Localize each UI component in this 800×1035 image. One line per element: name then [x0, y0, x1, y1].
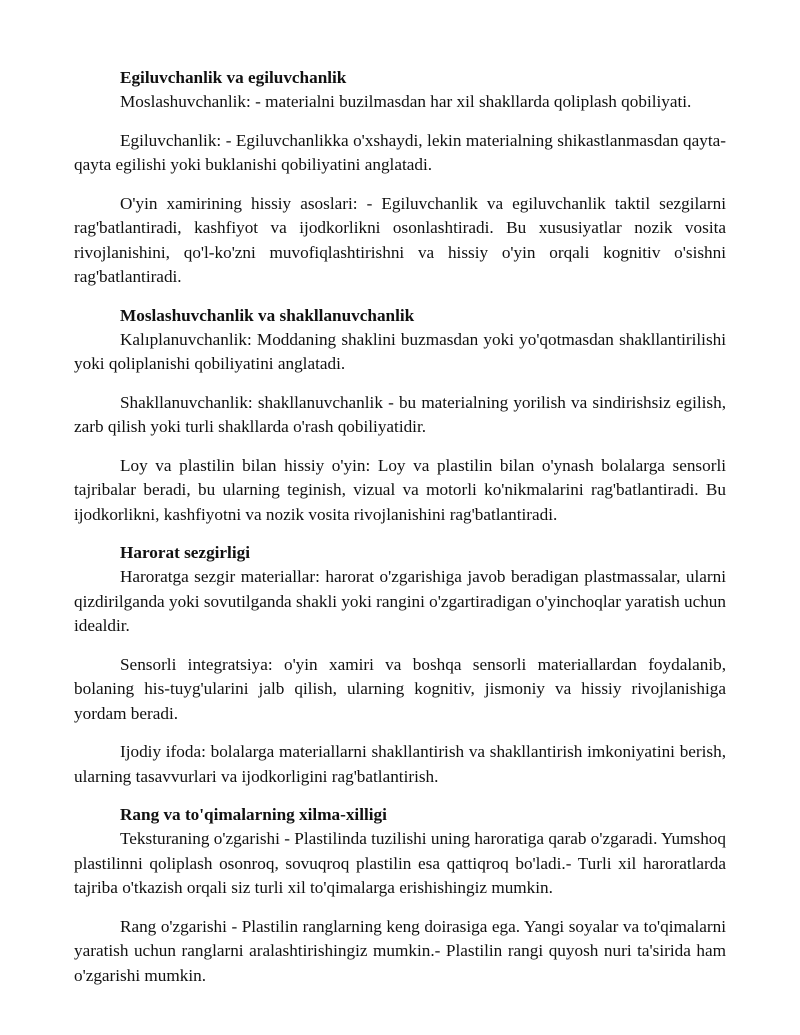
paragraph: Egiluvchanlik: - Egiluvchanlikka o'xshaydi, lekin materialning shikastlanmasdan qayta-qayta egilishi yoki buklanishi qobiliyatini anglatadi. — [74, 130, 726, 174]
section-color-texture — [74, 803, 726, 988]
section-moldability — [74, 304, 726, 528]
paragraph: Loy va plastilin bilan hissiy o'yin: Loy va plastilin bilan o'ynash bolalarga sensorli tajribalar beradi, bu ularning teginish, vizual va motorli ko'nikmalarini rag'batlantiradi. Bu ijodkorlikni, kashfiyotni va nozik vosita rivojlanishini rag'batlantiradi. — [74, 455, 726, 524]
paragraph: Kalıplanuvchanlik: Moddaning shaklini buzmasdan yoki yo'qotmasdan shakllantirilishi yoki qoliplanishi qobiliyatini anglatadi. — [74, 329, 726, 373]
section-heading: Egiluvchanlik va egiluvchanlik — [120, 68, 347, 87]
section-heading: Moslashuvchanlik va shakllanuvchanlik — [120, 305, 415, 325]
paragraph: Shakllanuvchanlik: shakllanuvchanlik - bu materialning yorilish va sindirishsiz egilish, zarb qilish yoki turli shakllarda o'rash qobiliyatidir. — [74, 392, 726, 436]
section-flexibility — [74, 66, 726, 290]
paragraph: Ijodiy ifoda: bolalarga materiallarni shakllantirish va shakllantirish imkoniyatini berish, ularning tasavvurlari va ijodkorligini rag'batlantirish. — [74, 742, 726, 786]
section-heading: Rang va to'qimalarning xilma-xilligi — [120, 805, 387, 824]
section-temperature — [74, 541, 726, 789]
paragraph: Rang o'zgarishi - Plastilin ranglarning keng doirasiga ega. Yangi soyalar va to'qimalarni yaratish uchun ranglarni aralashtirishingiz mumkin.- Plastilin rangi quyosh nuri ta'sirida ham o'zgarishi mumkin. — [74, 916, 726, 985]
section-heading: Harorat sezgirligi — [120, 543, 250, 562]
paragraph: Moslashuvchanlik: - materialni buzilmasdan har xil shakllarda qoliplash qobiliyati. — [120, 92, 692, 111]
paragraph: O'yin xamirining hissiy asoslari: - Egiluvchanlik va egiluvchanlik taktil sezgilarni rag'batlantiradi, kashfiyot va ijodkorlikni osonlashtiradi. Bu xususiyatlar nozik vosita rivojlanishini, qo'l-ko'zni muvofiqlashtirishni va hissiy o'yin orqali kognitiv o'sishni rag'batlantiradi. — [74, 193, 726, 286]
paragraph: Teksturaning o'zgarishi - Plastilinda tuzilishi uning haroratiga qarab o'zgaradi. Yumshoq plastilinni qoliplash osonroq, sovuqroq plastilin esa qattiqroq bo'ladi.- Turli xil haroratlarda tajriba o'tkazish orqali siz turli xil to'qimalarga erishishingiz mumkin. — [74, 829, 726, 897]
paragraph: Sensorli integratsiya: o'yin xamiri va boshqa sensorli materiallardan foydalanib, bolaning his-tuyg'ularini jalb qilish, ularning kognitiv, jismoniy va hissiy rivojlanishiga yordam beradi. — [74, 654, 726, 723]
paragraph: Haroratga sezgir materiallar: harorat o'zgarishiga javob beradigan plastmassalar, ularni qizdirilganda yoki sovutilganda shakli yoki rangini o'zgartiradigan o'yinchoqlar yaratish uchun idealdir. — [74, 567, 726, 635]
